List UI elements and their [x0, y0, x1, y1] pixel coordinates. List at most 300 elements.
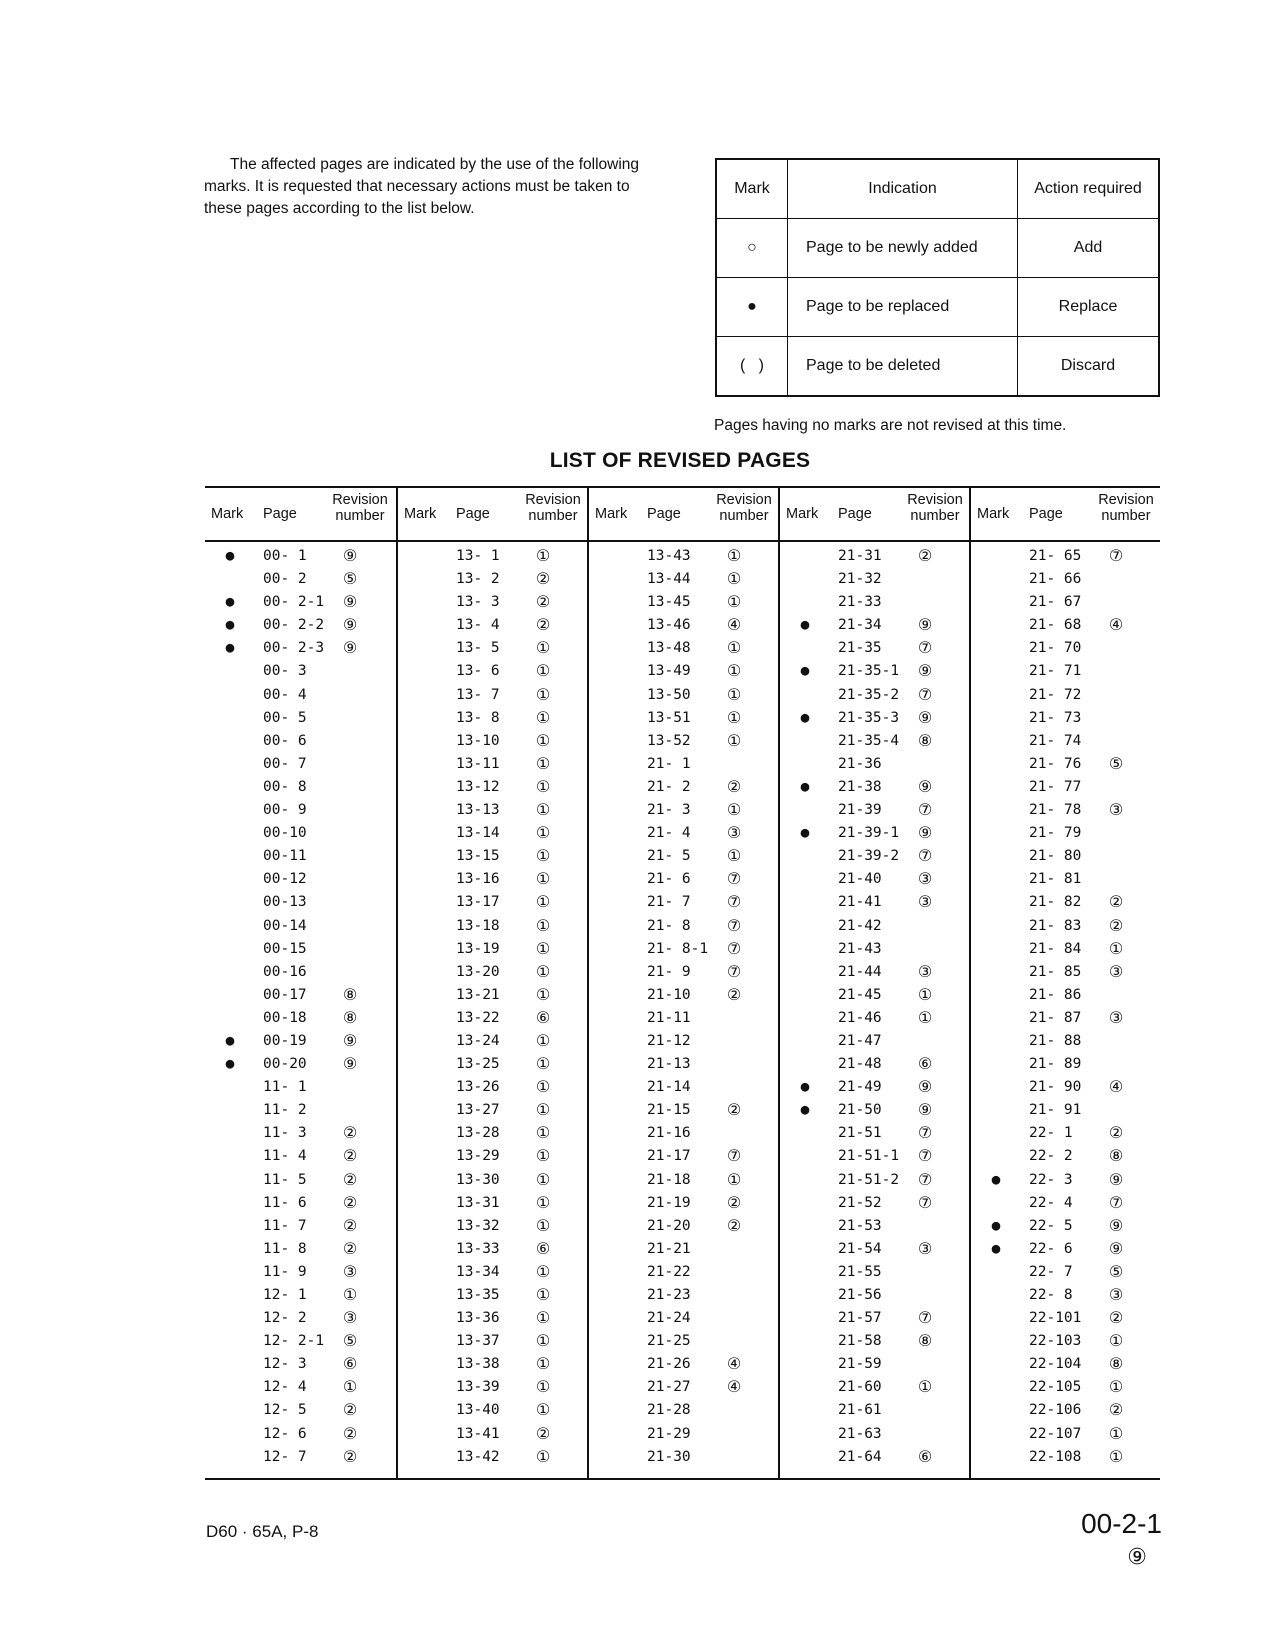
column-header: [205, 486, 393, 540]
row-revision: ⑦: [917, 1192, 933, 1212]
row-revision: ③: [1108, 1285, 1124, 1304]
row-revision: ④: [726, 1354, 742, 1374]
row-revision: ⑨: [342, 1054, 358, 1074]
row-page: 21-64: [838, 1448, 882, 1465]
row-page: 13-43: [647, 548, 691, 564]
table-row: [589, 1146, 777, 1169]
row-revision: ①: [1108, 1446, 1124, 1466]
row-page: 13-26: [456, 1079, 500, 1096]
header-revision-number: [518, 492, 588, 524]
row-page: 00-15: [263, 940, 307, 957]
row-page: 13-41: [456, 1425, 500, 1442]
row-revision: ⑨: [917, 1077, 933, 1097]
legend-action-add: Add: [1018, 219, 1160, 278]
row-revision: ⑨: [342, 546, 358, 565]
table-row: [589, 1193, 777, 1216]
row-revision: ②: [342, 1123, 358, 1143]
table-row: [205, 569, 393, 592]
row-revision: ⑥: [535, 1007, 551, 1027]
row-revision: ②: [1108, 1308, 1124, 1328]
row-page: 21-43: [838, 940, 882, 957]
table-row: [398, 1100, 586, 1123]
row-mark: ●: [225, 640, 235, 657]
header-revision-number: [1091, 492, 1161, 524]
row-page: 22- 8: [1029, 1287, 1073, 1303]
table-row: [398, 661, 586, 684]
header-page: Page: [456, 506, 490, 522]
row-revision: ⑨: [917, 776, 933, 796]
header-revision-line1: Revision: [1098, 492, 1154, 508]
table-row: [205, 985, 393, 1008]
legend-row-replace: [716, 278, 1159, 337]
row-page: 21-55: [838, 1263, 882, 1280]
row-page: 21-38: [838, 778, 882, 795]
table-row: [205, 1285, 393, 1308]
row-page: 21-35-2: [838, 686, 900, 703]
row-page: 21-34: [838, 617, 882, 634]
row-revision: ②: [726, 1100, 742, 1120]
table-row: [205, 1146, 393, 1169]
table-row: [589, 1008, 777, 1031]
row-revision: ②: [1108, 892, 1124, 912]
row-page: 21- 77: [1029, 778, 1082, 795]
table-row: [971, 1054, 1159, 1077]
row-page: 21-13: [647, 1056, 691, 1073]
row-page: 21-41: [838, 894, 882, 911]
row-page: 13-24: [456, 1032, 500, 1049]
row-revision: ③: [917, 869, 933, 889]
row-page: 00-10: [263, 825, 307, 842]
row-page: 21-35-1: [838, 663, 900, 680]
table-row: [398, 1216, 586, 1239]
row-page: 13-34: [456, 1263, 500, 1280]
row-page: 13- 6: [456, 663, 500, 680]
table-row: [780, 1262, 968, 1285]
row-revision: ①: [535, 684, 551, 704]
row-page: 13- 5: [456, 640, 500, 657]
row-page: 00- 2: [263, 571, 307, 588]
row-page: 13-25: [456, 1056, 500, 1073]
row-page: 00- 7: [263, 755, 307, 772]
row-revision: ③: [726, 823, 742, 843]
header-page: Page: [263, 506, 297, 522]
row-revision: ①: [917, 984, 933, 1004]
row-mark: ●: [800, 1079, 810, 1096]
row-revision: ⑨: [917, 707, 933, 727]
header-revision-line1: Revision: [332, 492, 388, 508]
column-header: [398, 486, 586, 540]
row-page: 21- 65: [1029, 548, 1082, 564]
table-row: [780, 546, 968, 569]
row-page: 21-33: [838, 594, 882, 611]
row-page: 00- 4: [263, 686, 307, 703]
table-row: [971, 685, 1159, 708]
row-page: 21-40: [838, 871, 882, 888]
table-row: [971, 1262, 1159, 1285]
row-revision: ③: [342, 1261, 358, 1281]
row-page: 13-50: [647, 686, 691, 703]
row-page: 21- 73: [1029, 709, 1082, 726]
table-row: [205, 1424, 393, 1447]
table-row: [589, 592, 777, 615]
row-page: 21- 8-1: [647, 940, 709, 957]
legend-row-add: [716, 219, 1159, 278]
row-revision: ⑥: [917, 1446, 933, 1466]
row-page: 13-38: [456, 1356, 500, 1373]
row-page: 13-17: [456, 894, 500, 911]
table-row: [205, 1054, 393, 1077]
row-page: 21-16: [647, 1125, 691, 1142]
row-page: 12- 7: [263, 1448, 307, 1465]
table-row: [971, 1377, 1159, 1400]
table-row: [398, 569, 586, 592]
revision-column-5: [969, 486, 1159, 1480]
row-page: 13-12: [456, 778, 500, 795]
row-page: 13-31: [456, 1194, 500, 1211]
row-page: 22- 2: [1029, 1148, 1073, 1165]
table-row: [398, 1077, 586, 1100]
row-page: 21- 67: [1029, 594, 1082, 611]
table-row: [589, 638, 777, 661]
row-page: 11- 1: [263, 1079, 307, 1096]
table-row: [780, 1077, 968, 1100]
row-page: 13-46: [647, 617, 691, 634]
row-mark: ●: [800, 1102, 810, 1119]
table-row: [398, 1331, 586, 1354]
row-revision: ②: [535, 615, 551, 635]
table-row: [780, 1239, 968, 1262]
table-row: [971, 1354, 1159, 1377]
revised-pages-table: [205, 486, 1160, 1480]
legend-header-action: Action required: [1018, 159, 1160, 219]
row-page: 21- 70: [1029, 640, 1082, 657]
table-row: [971, 1170, 1159, 1193]
table-row: [398, 777, 586, 800]
row-page: 13- 1: [456, 548, 500, 564]
row-revision: ①: [535, 1354, 551, 1374]
row-page: 00- 8: [263, 778, 307, 795]
row-mark: ●: [225, 617, 235, 634]
row-page: 21-51: [838, 1125, 882, 1142]
row-revision: ⑦: [917, 684, 933, 704]
table-row: [205, 615, 393, 638]
table-row: [205, 708, 393, 731]
row-revision: ①: [535, 892, 551, 912]
header-revision-line1: Revision: [525, 492, 581, 508]
column-rows: [205, 546, 393, 1470]
row-page: 21-30: [647, 1448, 691, 1465]
row-revision: ②: [726, 1215, 742, 1235]
row-revision: ①: [726, 800, 742, 820]
row-revision: ③: [917, 1238, 933, 1258]
row-revision: ⑨: [917, 661, 933, 681]
table-row: [780, 869, 968, 892]
row-page: 00- 2-1: [263, 594, 325, 611]
header-mark: Mark: [786, 506, 819, 522]
row-page: 21-61: [838, 1402, 882, 1419]
table-row: [780, 1216, 968, 1239]
table-row: [780, 1193, 968, 1216]
row-page: 00- 5: [263, 709, 307, 726]
row-revision: ⑦: [917, 1308, 933, 1328]
table-row: [971, 754, 1159, 777]
row-revision: ①: [535, 638, 551, 658]
row-page: 21-60: [838, 1379, 882, 1396]
table-row: [971, 1239, 1159, 1262]
table-row: [398, 731, 586, 754]
row-page: 21-35-3: [838, 709, 900, 726]
row-revision: ①: [535, 961, 551, 981]
row-revision: ①: [726, 730, 742, 750]
table-row: [589, 661, 777, 684]
row-page: 13-35: [456, 1287, 500, 1303]
table-row: [398, 1377, 586, 1400]
table-row: [971, 1077, 1159, 1100]
row-page: 21-36: [838, 755, 882, 772]
row-page: 21- 79: [1029, 825, 1082, 842]
table-row: [780, 1170, 968, 1193]
row-revision: ①: [726, 846, 742, 866]
table-row: [589, 1100, 777, 1123]
table-row: [780, 1354, 968, 1377]
table-row: [398, 800, 586, 823]
header-revision-line2: number: [719, 508, 769, 524]
row-page: 21- 90: [1029, 1079, 1082, 1096]
header-revision-line2: number: [528, 508, 578, 524]
table-row: [780, 1400, 968, 1423]
row-page: 13-27: [456, 1102, 500, 1119]
row-page: 21- 89: [1029, 1056, 1082, 1073]
legend-header-mark: Mark: [716, 159, 788, 219]
row-revision: ①: [1108, 1377, 1124, 1397]
row-revision: ③: [342, 1308, 358, 1328]
table-row: [205, 939, 393, 962]
row-revision: ③: [917, 961, 933, 981]
row-page: 13-48: [647, 640, 691, 657]
row-page: 00-16: [263, 963, 307, 980]
table-row: [205, 685, 393, 708]
table-row: [398, 1400, 586, 1423]
header-revision-line2: number: [1101, 508, 1151, 524]
row-page: 13- 3: [456, 594, 500, 611]
row-revision: ⑧: [917, 730, 933, 750]
row-revision: ②: [342, 1169, 358, 1189]
row-revision: ②: [917, 546, 933, 565]
legend-row-discard: [716, 337, 1159, 397]
table-row: [971, 592, 1159, 615]
table-row: [589, 823, 777, 846]
row-page: 00- 9: [263, 802, 307, 819]
row-page: 21-22: [647, 1263, 691, 1280]
table-row: [780, 661, 968, 684]
column-header: [589, 486, 777, 540]
table-row: [589, 546, 777, 569]
row-page: 13-22: [456, 1009, 500, 1026]
table-row: [971, 916, 1159, 939]
row-page: 21- 8: [647, 917, 691, 934]
row-revision: ①: [535, 800, 551, 820]
table-row: [589, 754, 777, 777]
row-page: 21- 86: [1029, 986, 1082, 1003]
table-row: [205, 1170, 393, 1193]
table-row: [971, 1285, 1159, 1308]
row-page: 21-59: [838, 1356, 882, 1373]
row-revision: ②: [1108, 1400, 1124, 1420]
table-row: [589, 892, 777, 915]
row-revision: ①: [535, 1446, 551, 1466]
row-revision: ①: [917, 1007, 933, 1027]
row-page: 22- 5: [1029, 1217, 1073, 1234]
row-page: 21- 71: [1029, 663, 1082, 680]
row-page: 13-15: [456, 848, 500, 865]
row-revision: ⑤: [1108, 753, 1124, 773]
table-row: [971, 777, 1159, 800]
row-page: 13-29: [456, 1148, 500, 1165]
row-page: 21-19: [647, 1194, 691, 1211]
row-revision: ①: [535, 1400, 551, 1420]
row-page: 00-17: [263, 986, 307, 1003]
row-page: 21-21: [647, 1240, 691, 1257]
table-row: [398, 1285, 586, 1308]
legend-mark-add: ○: [716, 219, 788, 278]
legend-mark-replace: ●: [716, 278, 788, 337]
row-page: 21- 83: [1029, 917, 1082, 934]
row-revision: ③: [1108, 1007, 1124, 1027]
table-row: [398, 823, 586, 846]
table-row: [205, 1100, 393, 1123]
row-mark: ●: [991, 1171, 1001, 1188]
table-row: [780, 1331, 968, 1354]
table-row: [780, 985, 968, 1008]
table-row: [780, 731, 968, 754]
table-row: [780, 1146, 968, 1169]
row-page: 13-42: [456, 1448, 500, 1465]
column-header: [971, 486, 1159, 540]
table-row: [971, 962, 1159, 985]
intro-paragraph: The affected pages are indicated by the use of the following marks. It is requested that necessary actions must be taken to these pages according to the list below.: [204, 156, 640, 217]
table-row: [205, 638, 393, 661]
row-page: 21-58: [838, 1333, 882, 1350]
table-row: [589, 1123, 777, 1146]
table-row: [205, 777, 393, 800]
row-revision: ①: [535, 1308, 551, 1328]
table-row: [780, 592, 968, 615]
table-row: [398, 846, 586, 869]
table-row: [398, 615, 586, 638]
row-revision: ①: [535, 1077, 551, 1097]
table-row: [398, 638, 586, 661]
row-page: 13- 4: [456, 617, 500, 634]
table-row: [398, 1170, 586, 1193]
table-row: [398, 1031, 586, 1054]
row-revision: ①: [535, 1100, 551, 1120]
row-revision: ⑨: [342, 615, 358, 635]
table-row: [971, 661, 1159, 684]
row-revision: ②: [342, 1446, 358, 1466]
row-page: 00-18: [263, 1009, 307, 1026]
row-revision: ②: [342, 1215, 358, 1235]
row-page: 21- 80: [1029, 848, 1082, 865]
row-page: 12- 1: [263, 1287, 307, 1303]
row-page: 21- 87: [1029, 1009, 1082, 1026]
table-row: [780, 846, 968, 869]
row-page: 21- 74: [1029, 732, 1082, 749]
table-row: [398, 869, 586, 892]
row-page: 21-57: [838, 1310, 882, 1327]
table-row: [398, 892, 586, 915]
row-page: 21-44: [838, 963, 882, 980]
table-row: [589, 1262, 777, 1285]
table-row: [205, 754, 393, 777]
table-row: [205, 1400, 393, 1423]
row-page: 21- 84: [1029, 940, 1082, 957]
legend-indication-add: Page to be newly added: [788, 219, 1018, 278]
row-page: 22- 4: [1029, 1194, 1073, 1211]
row-page: 13- 8: [456, 709, 500, 726]
table-row: [589, 1054, 777, 1077]
table-row: [971, 1193, 1159, 1216]
column-header: [780, 486, 968, 540]
row-revision: ⑦: [726, 961, 742, 981]
row-revision: ①: [535, 661, 551, 681]
table-row: [398, 1262, 586, 1285]
header-revision-line2: number: [910, 508, 960, 524]
row-revision: ⑨: [1108, 1169, 1124, 1189]
header-mark: Mark: [404, 506, 437, 522]
legend-action-replace: Replace: [1018, 278, 1160, 337]
row-revision: ⑤: [342, 569, 358, 589]
table-row: [971, 1424, 1159, 1447]
row-page: 21-39: [838, 802, 882, 819]
table-row: [398, 1447, 586, 1470]
table-row: [971, 939, 1159, 962]
table-row: [589, 1077, 777, 1100]
table-row: [971, 1100, 1159, 1123]
table-row: [780, 638, 968, 661]
table-row: [398, 546, 586, 569]
table-row: [780, 1008, 968, 1031]
row-page: 21- 6: [647, 871, 691, 888]
row-page: 21- 1: [647, 755, 691, 772]
row-page: 21- 78: [1029, 802, 1082, 819]
row-mark: ●: [225, 548, 235, 564]
row-revision: ⑧: [1108, 1146, 1124, 1166]
row-revision: ②: [1108, 1123, 1124, 1143]
row-page: 21-10: [647, 986, 691, 1003]
row-revision: ①: [726, 1169, 742, 1189]
row-page: 13-49: [647, 663, 691, 680]
row-revision: ②: [535, 569, 551, 589]
row-page: 21-11: [647, 1009, 691, 1026]
table-row: [205, 731, 393, 754]
table-row: [589, 916, 777, 939]
row-revision: ①: [1108, 938, 1124, 958]
table-row: [205, 1008, 393, 1031]
row-page: 13-52: [647, 732, 691, 749]
row-revision: ⑨: [1108, 1238, 1124, 1258]
table-row: [971, 823, 1159, 846]
row-page: 11- 5: [263, 1171, 307, 1188]
table-row: [205, 661, 393, 684]
row-revision: ⑦: [917, 1169, 933, 1189]
table-row: [398, 1193, 586, 1216]
row-page: 22- 7: [1029, 1263, 1073, 1280]
row-revision: ①: [535, 707, 551, 727]
row-page: 13-14: [456, 825, 500, 842]
row-page: 21-35: [838, 640, 882, 657]
row-page: 11- 7: [263, 1217, 307, 1234]
revision-column-1: [205, 486, 393, 1480]
